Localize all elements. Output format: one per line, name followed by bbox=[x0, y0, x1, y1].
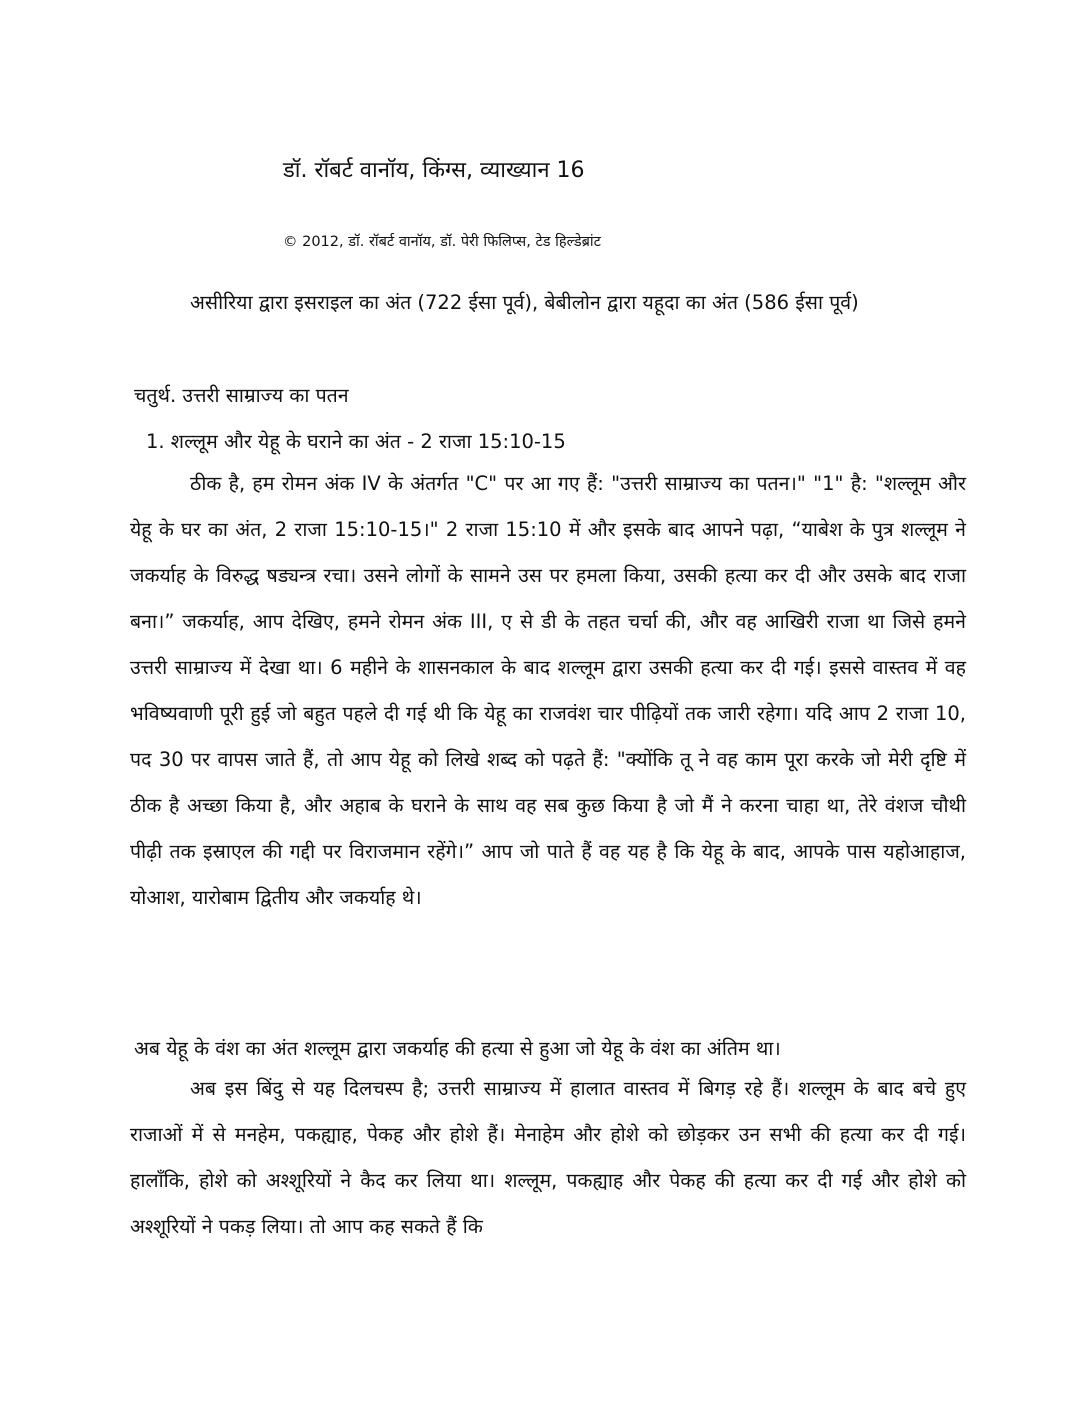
body-paragraph: अब येहू के वंश का अंत शल्लूम द्वारा जकर्याह की हत्या से हुआ जो येहू के वंश का अंतिम था। bbox=[134, 1037, 781, 1060]
document-title: डॉ. रॉबर्ट वानॉय, किंग्स, व्याख्यान 16 bbox=[283, 158, 585, 183]
copyright-line: © 2012, डॉ. रॉबर्ट वानॉय, डॉ. पेरी फिलिप्स, टेड हिल्डेब्रांट bbox=[283, 234, 601, 250]
body-paragraph: ठीक है, हम रोमन अंक IV के अंतर्गत "C" पर आ गए हैं: "उत्तरी साम्राज्य का पतन।" "1" है: "शल्लूम और येहू के घर का अंत, 2 राजा 15:10-15।" 2 राजा 15:10 में और इसके बाद आपने पढ़ा, “याबेश के पुत्र शल्लूम ने जकर्याह के विरुद्ध षड्यन्त्र रचा। उसने लोगों के सामने उस पर हमला किया, उसकी हत्या कर दी और उसके बाद राजा बना।” जकर्याह, आप देखिए, हमने रोमन अंक III, ए से डी के तहत चर्चा की, और वह आखिरी राजा था जिसे हमने उत्तरी साम्राज्य में देखा था। 6 महीने के शासनकाल के बाद शल्लूम द्वारा उसकी हत्या कर दी गई। इससे वास्तव में वह भविष्यवाणी पूरी हुई जो बहुत पहले दी गई थी कि येहू का राजवंश चार पीढ़ियों तक जारी रहेगा। यदि आप 2 राजा 10, पद 30 पर वापस जाते हैं, तो आप येहू को लिखे शब्द को पढ़ते हैं: "क्योंकि तू ने वह काम पूरा करके जो मेरी दृष्टि में ठीक है अच्छा किया है, और अहाब के घराने के साथ वह सब कुछ किया है जो मैं ने करना चाहा था, तेरे वंशज चौथी पीढ़ी तक इस्राएल की गद्दी पर विराजमान रहेंगे।” आप जो पाते हैं वह यह है कि येहू के बाद, आपके पास यहोआहाज, योआश, यारोबाम द्वितीय और जकर्याह थे। bbox=[130, 472, 966, 909]
body-paragraph: अब इस बिंदु से यह दिलचस्प है; उत्तरी साम्राज्य में हालात वास्तव में बिगड़ रहे हैं। शल्लूम के बाद बचे हुए राजाओं में से मनहेम, पकह्याह, पेकह और होशे हैं। मेनाहेम और होशे को छोड़कर उन सभी की हत्या कर दी गई। हालाँकि, होशे को अश्शूरियों ने कैद कर लिया था। शल्लूम, पकह्याह और पेकह की हत्या कर दी गई और होशे को अश्शूरियों ने पकड़ लिया। तो आप कह सकते हैं कि bbox=[130, 1077, 966, 1238]
section-heading: चतुर्थ. उत्तरी साम्राज्य का पतन bbox=[134, 384, 349, 407]
main-heading: असीरिया द्वारा इसराइल का अंत (722 ईसा पूर्व), बेबीलोन द्वारा यहूदा का अंत (586 ईसा पूर्व) bbox=[190, 291, 859, 314]
subsection-heading: 1. शल्लूम और येहू के घराने का अंत - 2 राजा 15:10-15 bbox=[146, 430, 566, 453]
